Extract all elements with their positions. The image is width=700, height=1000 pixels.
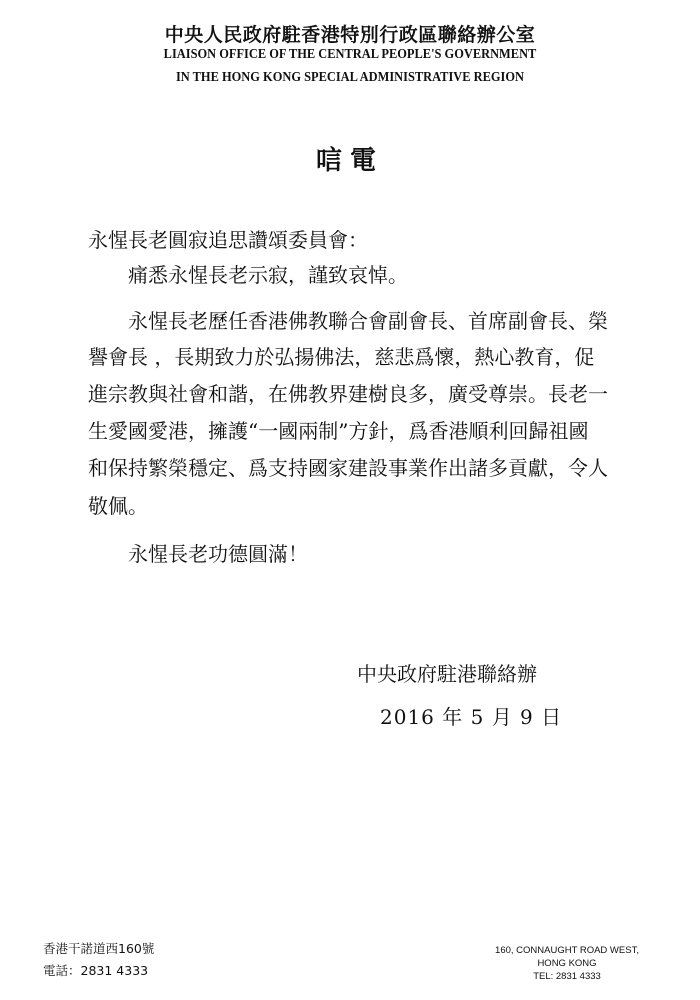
footer-phone-cn: 電話：2831 4333 [43, 963, 149, 978]
signature-org: 中央政府駐港聯絡辦 [357, 662, 537, 686]
paragraph-tribute-line: 生愛國愛港，擁護“一國兩制”方針，爲香港順利回歸祖國 [88, 419, 589, 443]
paragraph-tribute-line: 譽會長 ，長期致力於弘揚佛法，慈悲爲懷，熱心教育，促 [88, 345, 595, 369]
document-title: 唁電 [315, 146, 384, 176]
footer-address-cn [43, 938, 154, 982]
footer-address-en-line1: 160, CONNAUGHT ROAD WEST, [495, 945, 639, 956]
letterhead-org-en-line1: LIAISON OFFICE OF THE CENTRAL PEOPLE'S GOVERNMENT [163, 46, 537, 61]
letterhead-org-en-line2: IN THE HONG KONG SPECIAL ADMINISTRATIVE REGION [175, 69, 525, 84]
signature-date: 2016 年 5 月 9 日 [380, 705, 563, 729]
paragraph-tribute-line: 進宗教與社會和諧，在佛教界建樹良多，廣受尊崇。長老一 [88, 382, 608, 406]
footer-address-en-line2: HONG KONG [537, 958, 597, 969]
footer-address-en [487, 944, 647, 983]
paragraph-tribute-line: 和保持繁榮穩定、爲支持國家建設事業作出諸多貢獻，令人 [88, 456, 608, 480]
addressee: 永惺長老圓寂追思讚頌委員會： [88, 228, 368, 252]
footer-address-cn-street: 香港干諾道西160號 [43, 941, 155, 956]
paragraph-tribute-line: 敬佩。 [88, 494, 148, 518]
paragraph-tribute-line: 永惺長老歷任香港佛教聯合會副會長、首席副會長、榮 [128, 309, 608, 333]
closing-line: 永惺長老功德圓滿！ [128, 542, 308, 566]
letterhead-org-cn: 中央人民政府駐香港特別行政區聯絡辦公室 [164, 24, 536, 46]
paragraph-condolence: 痛悉永惺長老示寂，謹致哀悼。 [128, 263, 408, 287]
footer-phone-en: TEL: 2831 4333 [533, 971, 601, 982]
